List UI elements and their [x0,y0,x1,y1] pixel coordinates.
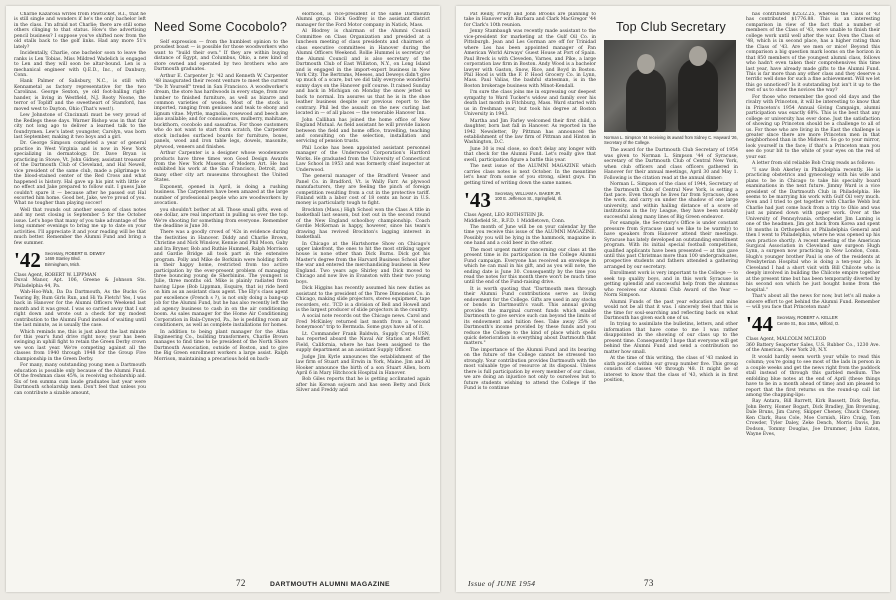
secretary-line: Birmingham, Mich. [44,261,81,267]
class-number: '44 [746,312,773,337]
left-page [6,6,440,592]
paragraph: I'm sure the class joins me in expressing our deepest sympathy to Ward Tucker's widow and family over his death last month in Fitchburg, Mass. Ward started with us in freshman year, but took his degree at Boston University in 1943. [464,90,596,118]
secretary-info [45,250,105,267]
paragraph: Charlie Kazarosa writes from Pawtucket, R.I., that he is still single and wonders if he's the only bachelor left in the class. I'm afraid not Charlie; there are still some others clinging to that status. How's the advertising pencil business? I suppose you've shifted now from the old stalls back to the golf links. Had any more 51's lately? [14,12,146,50]
paragraph: Dr. George Simpson completed a year of general practice in West Virginia and is now in New York specializing in dermatology. Dr. Dave Bryan is practicing in Stowe, Vt. John Gidney, assistant treasurer of the Dartmouth Club of Cleveland, and Hal Newell, vice president of the same club, made a pilgrimage to the blood-stained center of the Red Cross and what happened is history. Hal gave up his pint with little or no effect and Jake prepared to follow suit. I guess Jake couldn't spare it — because after he passed out Hal escorted him home. Good bet, Jake, we're proud of you. What no tougher than playing soccer! [14,141,146,207]
paragraph: The importance of the Alumni Fund and its bearing on the future of the College cannot be stressed too strongly. Your contribution provides Dartmouth with the most valuable type of resource at its disposal. Unless there is full participation by every member of our class, we are doing an injustice not only to ourselves but to future students wishing to attend the College if the Fund is to continue [464,347,596,392]
paragraph: Ray Antara, Bill Barrett, Kirk Bassett, Dick Beyfus, John Berry, Homer Bogart, Dick Bradley, Jim Browning, Dale Bruns, Jim Carey, Skipper Cheney, Chuck Cheney, Ken Clark, Russ Cole, Moe Cornish, Hiro Craig, Tom Crowder, Tyler Daley, Zeke Dench, Morris Davis, Jim Dodson, Tommy Douglas, Joe Drummer, John Eaton, Wayne Eves, [746,399,880,438]
secretary-line: Secretary, WILLIAM A. BAKER JR. [494,191,562,197]
paragraph: For example, the Secretary's Office is under constant pressure from Syracuse (and we like to be warmly) to have speakers from Hanover attend their meetings. Syracuse has lately developed an outstanding enrollment program. With its initial special football competition, qualified applicants have been presented — at this gave until this past Christmas more than 100 undergraduates, prospective students and fathers attended a gathering arranged by our secretary. [604,221,738,270]
secretary-line: 1469 Stanley Blvd. [44,256,81,262]
left-col3-paras [296,12,430,394]
left-col1-paras2 [14,290,146,396]
paragraph: Lew Johnstone of Cincinnati must be very proud of the Redlegs these days. Warner Bishop was in that fair city not long ago to deliver a learned talk to the foundrymen. Lew's latest youngster, Carolyn, was born last September, making it two boys and a girl. [14,113,146,140]
paragraph: The most urgent matter concerning our class at the present time is its participation in the College Alumni Fund campaign. Everyone has received an envelope in which he can mail in his gift, and as you will note, the ending date is June 30. Consequently by the time you read the notes for this month there won't be much time until the end of the Fund-raising drive. [464,247,596,286]
photo-figure [678,58,718,132]
paragraph: For many, many outstanding young men a Dartmouth education is possible only because of the Alumni Fund. Of the freshman class 45%, is receiving scholarship aid. Six of ten summa cum laude graduates last year were Dartmouth scholarship men. Don't feel that unless you can contribute a sizable amount, [14,363,146,396]
paragraph: In trying to assimilate the bulletins, letters, and other information that have come to me I was rather disappointed in the showing of our class up to the present time. Consequently I hope that everyone will get behind the Alumni Fund and send a contribution no matter how small. [604,322,738,355]
paragraph: In addition to being plant manager for the Atlas Engineering Co., building transformers, Charlie Brown manages to find time to be president of the North Shore Dartmouth Association, outside of Boston, and to give the Big Green enrollment workers a large assist. Ralph Morrison, maintaining a precarious hold on bach- [154,329,288,362]
page-number: 73 [644,578,654,588]
paragraph: Hank Palmer of Salisbury, N.C., is still with Kennametal as factory representative for the two Carolinas. George Sexton, ye old foot-balling right-hander, is living in Westfield, N.J. Rooty Noone, the terror of Topliff and the sweetheart of Stamford, has moved west to Dayton, Ohio (That's west!). [14,79,146,112]
photo-head [637,54,655,74]
paragraph: Judge Jim Kyrle announces the establishment of the law firm of Stuart and Erwin in York, Maine. Jim and Al Hooker announce the birth of a son Stuart Allen, born April 6 in Mary Hitchcock Hospital in Hanover. [296,354,430,376]
paragraph: Dick Higgins has recently assumed his new duties as assistant to the president of the Three Dimension Co. in Chicago, making slide projectors, stereo equipment, tape recorders, etc. TCD is a division of Bell and Howell and is the largest producer of slide projectors in the country. [296,286,430,314]
right-col-3 [746,12,880,572]
secretary-line: Secretary, ROBERT A. KELLER [776,315,838,321]
paragraph: The general manager of the Bradford Veneer and Panel Co. in Bradford, Vt. is Wally Farr. As plywood manufacturers, they are feeling the pinch of foreign competition resulting from a cut in the protective tariff. Finland with a labor cost of 18 cents an hour in U.S. money is particularly tough to fight. [296,174,430,207]
paragraph: At the time of this writing, the class of '43 ranked in sixth position within our group number five. This group consists of classes '40 through '48. It might be of interest to know that the class of '43, which is in first position, [604,356,738,383]
article-headline: Top Club Secretary [616,20,726,34]
photo-figure [626,68,666,132]
secretary-line: Centre St., Box 165A, Milford, O. [776,320,840,326]
paragraph: Enrollment work is very important to the College — to seek top quality boys, and in this work Syracuse is getting splendid and successful help from the alumnus who receives our Alumni Club Award of the Year — Norm Simpson. [604,271,738,299]
paragraph: Norman L. Simpson of the class of 1944, Secretary of the Dartmouth Club of Central New York, is setting a fast pace. Even though he lives far from Syracuse, does the work, and carry on under the shadow of one large university, and within hailing distance of a score of institutions in the Ivy League, they have been notably successful along many lines of Big Green endeavor. [604,182,738,220]
paragraph: Bob Giles reports that he is getting acclimated again after his Korean sojourn and has seen Betty and Dick Silver and Freddy and [296,377,430,394]
paragraph: Which reminds me, this is just about the last minute for this year's fund drive right now; your has been swinging in uphill fight to retain the Green Derby crown we won last year. We're competing against all the classes from 1940 through 1948 for the Group Five championship in the Green Derby. [14,329,146,362]
paragraph: you shouldn't bother at all. Those small gifts, even of one dollar, are real important in pulling us over the top. We're shooting for something from everyone. Remember the deadline is June 30. [154,207,288,229]
issue-label: Issue of JUNE 1954 [468,579,536,588]
right-page [456,6,890,592]
paragraph: The month of June will be on your calendar by the time you receive this issue of the ALUMNI MAGAZINE. Possibly you will be lying in the hammock, magazine in one hand and a cold beer in the other. [464,224,596,247]
paragraph: Al Blodrey is chairman of the Alumni Council Committee on Class Organization and presided at a luncheon meeting of class presidents and chairmen of class executive committees in Hanover during the Alumni Officers Weekend. Rollie Hummel is secretary of the Alumni Council and is also secretary of the Dartmouth Club of East Williston, N.Y., on Long Island and is engaged in the import-export business in New York City. The Bertrams, Meeses, and Deweys didn't give up much of a scare, but we did tally everyone wonderful sunny days on the Hanover golf course. It rained Sunday and back in Michigan on Monday the snow jetted us back to normal. Ira assures us that he is in the shoe leather business despite our previous report to the contrary. Phil led the assault on the new curling last located in — of all places — the venerable Hanover Inn. [296,29,430,117]
paragraph: Martha and Jim Farley welcomed their first child, a daughter, born last fall in Hanover. As reported in the 1942 Newsletter, By Pittman has announced the establishment of the law firm of Pittman and Hinton in Washington, D.C. [464,118,596,146]
paragraph: Self expression — from the humblest opinion to the proudest boast — is possible for those woodworkers who want to "build their own." If they are within buying distance of Egypt, and Columbus, Ohio, a new kind of store owned and operated by two brothers who are Dartmouth graduates. [154,40,288,73]
right-col3-paras2 [746,355,880,438]
paragraph: Brockton (Mass.) High School won the Class A title in basketball last season, but lost out in the second round of the New England schoolboy championship. Coach Gordie McKernan is happy, however, since his team's drawing has revived Brockton's lagging interest in basketball. [296,207,430,241]
left-col1-paras [14,12,146,246]
class-agent: Class Agent, LEO ROTHSTEIN JR. Middlefield St., R.F.D. 1 Middletown, Conn. [464,213,566,224]
magazine-title: DARTMOUTH ALUMNI MAGAZINE [270,581,390,588]
right-col3-paras [746,12,880,310]
left-col2-paras [154,40,288,362]
paragraph: Jenny Stambaugh was recently made assistant to the vice-president for marketing at the Gulf Oil Co. in Pittsburgh. Jean and Les Gorman are off for Trinidad where Les has been appointed manager of Pan American World Airways' Guest House at Port of Spain. Paul Breck is with Cleveden, Varnes, and Pike, a large corporation law firm in Boston. Andy Wood is a bachelor lawyer with Gaston, Snow, Rice, and Boyd in Boston. Phil Hood is with the F. P. Hood Grocery Co. in Lynn, Mass. Paul Valias, the bashful statesman, is in the Boston brokerage business with Minot-Kendall. [464,29,596,89]
paragraph: has contributed $2532.25, whereas the Class of '43 has contributed $1776.88. This is an interesting comparison in view of the fact that a number of members of the Class of '43, were unable to finish their college work until well after the war. Even the Class of '48, which is in second place, has a higher rating than the Class of '43. Are we men or mice! Beyond this comparison a big question mark looms on the horizon in that 850 members of the youngest alumni class, follows who hadn't even taken their comprehensives this time last year, have already made gifts to the Alumni Fund. This is far more than any other class and they deserve a terrific well done for such a fine achievement. Will we let this go unnoticed? Is it outstanding but isn't it up to the rest of us to show the novices the way? [746,12,880,94]
secretary-info [495,190,562,202]
paragraph: Alumni Funds of the past year education and mine would not be all that it was. I sincerely feel that this is the time for soul-searching and reflecting back on what Dartmouth has given each one of us. [604,299,738,321]
paragraph: Wah-Hoo-Wah, Da Da Dartmouth, As the Bucks Go Tearing By, Rum Girls Run, and Hi Ya Fletch! Yes, I was back in Hanover for the Alumni Officers Weekend last month and it was great. I was so carried away that I sat right down and wrote out a check for my modest contribution to the Alumni Fund instead of waiting until the last minute, as is usually the case. [14,290,146,329]
paragraph: Exponent, opened in April, is doing a rushing business. The Carpenters have been amazed at the large number of professional people who are woodworkers by avocation. [154,184,288,207]
class-header-42 [14,248,146,273]
secretary-line: 100 E. Jefferson St., Springfield, Ill. [494,196,562,202]
class-header-43 [464,188,596,213]
paragraph: In Chicago at the Hartshorne Show on Chicago's upper lakefront, the ones to hit the most striking upper house is none other than Dick Burns. Dick got his Master's degree from the Harvard Business School after the war and entered the merchandising business in New England. Two years ago Shirley and Dick moved to Chicago and now live in Evanston with their two young boys. [296,241,430,285]
page-number: 72 [236,578,246,588]
paragraph: June 30 is real close, so don't delay any longer with that check for the Alumni Fund. Let's really give that swell, participation figure a battle this year. [464,146,596,163]
paragraph: John Callihan has joined the home office of New England Mutual. As field assistant he will provide liaison between the field and home office, travelling, teaching and consulting on the selection, installation and servicing of pension trusts. [296,117,430,145]
photo-caption: Norman L. Simpson '44 receiving its award from Sidney C. Hayward '26, Secretary of the College. [604,135,738,146]
class-agent: Class Agent, MALCOLM MCLEOD 360 Battery Seaporter Sales, U.S. Rubber Co., 1230 Ave. of the Americas, New York 20, N.Y. [746,337,880,354]
paragraph: Lt. Commander Frank Baldwin, Supply Corps USN, has reported aboard the Naval Air Station at Moffett Field, California, where he has been assigned to the supply department as an assistant Supply Officer. [296,331,430,354]
paragraph: The next issue of the ALUMNI MAGAZINE which carries class notes is next October. In the meantime let's hear from some of you strong, silent guys. I'm getting tired of writing down the same names. [464,164,596,186]
paragraph: Arthur E. Carpenter Jr. '42 and Kenneth W. Carpenter '48 inaugurated their recent venture to meet the current "Do It Yourself" trend in San Francisco. A woodworker's dream, the store has hardwoods in every stage, from raw lumber to finished furniture, as well as bizarre and common varieties of woods. Most of the stock is imported, ranging from geniuses and teak to ebony and lignum vitae. Myrtle, magnolia, rosewood and beech are also available; and for connoisseurs, mulberry, mahitane, buckthorn, cocobolo and sassafras. For those customers who do not want to start from scratch, the Carpenter stock includes surfaced boards for furniture, boxes, panels, wood and iron table legs, dowels, masonite, plywood, veneers and finishes. [154,73,288,150]
class-number: '42 [14,248,41,273]
paragraph: It is worth quoting that "Dartmouth men through their Alumni Fund contributions serve as living endowment for the College. Gifts are used in any stocks or bonds in Dartmouth's vault. This annual giving provides the marginal current funds which enable Dartmouth to give service such can beyond the limits of its endowment and tuition fees. Take away 25% of Dartmouth's income provided by these funds and you reduce the College to the kind of place which spells quick deterioration in everything about Dartmouth that matters." [464,286,596,347]
left-col-1 [14,12,146,572]
right-col-2 [604,12,738,572]
paragraph: It would hardly seem worth your while to read this column; you're going to see most of the lads in person in a couple weeks and get the news right from the paddock stall instead of through this garbled medium. The enfolding blue notes at the end of April (these things have to be in a month ahead of time) and am pleased to report that the first returns on the round-up call list among the chapping-lips: [746,354,880,398]
club-secretary-photo [604,40,736,132]
right-col1-paras [464,12,596,186]
paragraph: Well that rounds out another season of class notes and my next closing is September 5 for the October issue. Let's hope that many of you take advantage of the long summer evenings to bring me up to date on your activities. I'll appreciate it and your reading will be that much better. Remember the Alumni Fund and bring a few summer. [14,207,146,246]
paragraph: For those who remember the good old days and the rivalry with Princeton, it will be interesting to know that in Princeton's 1954 Annual Giving Campaign, alumni participation was exactly 68%. This is the best that any college or university has ever done. Just the satisfaction of showing up Princeton should be a challenge to all of us. For those who are living in the East the challenge is greater since there are more Princeton men in that neighborhood than in the Midwest. So go to your mirror, look yourself in the face; if that's a Princeton man you see do your bit to the white of your eyes on the red of your ear. [746,94,880,160]
article-headline: Need Some Cocobolo? [154,20,288,34]
right-col2-paras [604,148,738,383]
paragraph: That's about all the news for now, but let's all make a sincere effort to get behind the Alumni Fund. Remember — will you face that Princeton man? [746,294,880,311]
paragraph: "I saw Bob Akerley in Philadelphia recently. He is practicing obstetrics and gynecology with his wife and plans to be in Chicago to take his specialty board examinations in the next future. Jimmy Ward is a vice president of the Dartmouth Club in Philadelphia. He seems to be marrying his work with Gulf Oil very much. Sven and I tried to get together with Charlie Webb but Charlie had just come back from a trip to Ohio and was just as pinned down with paper work. Over at the University of Pennsylvania, orthopedist Jim Laming is one of the headmen. Jim got back from Korea and spent 18 months in Orthopedics at Philadelphia General and then I went to Philadelphia, where he was opened up his own practice shortly. A recent meeting of the American Surgical Association in Cleveland saw surgeon Hugh Lynn, a surgeon now practicing in New London, Conn. Hugh's younger brother Paul is one of the residents at Presbyterian Hospital who is doing a ten-year job. In Cleveland I had a short visit with Bill Chilcote who is deeply involved in building the Chilcote empire together at the present time but has been temporarily diverted by his second son which he just bought home from the hospital." [746,167,880,293]
left-col-3 [296,12,430,572]
paragraph: There was a goodly crowd of '42s in evidence during the festivities in Hanover. Diddy and Charlie Brown, Christine and Nick Winslow, Kennie and Phil Moon, Gaby and Ira Bryner, Bob and Ruthie Hummel, Ralph Morrison and Gardie Bridge all took part in the extensive program. Polly and Mike de Borkinin were holding forth in their happy home, restricted from too active participation by the ever-present problem of managing three bouncing young de Sherbinins. The youngest is Julie, three months old. Mike is plainly radiated from having Lipse (Bob Lippman, Esquire, that is) ride herd on him as an assistant class agent. The Ely's class agent par excellence (French s ?), is not only doing a bang-up job for the Alumni Fund, but he has also recently left the ad agency business to cash in on the air conditioning boom. As sales manager for the Home Air Conditioning Corporation in Bala-Cynwyd, Pa., he is peddling room air conditioners, as well as complete installations for homes. [154,230,288,329]
class-agent: Class Agent, ROBERT W. LIPPMAN Duval Manor, Apt. 106, Greene & Johnson Sts. Philadelphia 44, Pa. [14,273,146,289]
paragraph: A letter from old reliable Bob Craig reads as follows: [752,161,876,167]
secretary-info [777,314,840,326]
paragraph: elorhood, is vice-president of the same Dartmouth Alumni group. Dick Godfrey is the assistant district manager for the Ford Motor company in Natick, Mass. [296,12,430,28]
right-col1-paras2 [464,225,596,392]
paragraph: Phil Locke has been appointed assistant personnel manager of the Underwood Corporation's Hartford Works. He graduated from the University of Connecticut Law School in 1953 and was formerly chief inspector at Underwood. [296,145,430,173]
paragraph: A social note records out the Chicago news. Carol and Fred McKinley returned last month from a "second honeymoon" trip to Bermuda. Some guys have all of it. [296,314,430,331]
left-col-2 [154,12,288,572]
paragraph: Arthur Carpenter is a designer whose woodenware products have three times won Good Design Awards from the New York Museum of Modern Art. He has exhibited his work at the San Francisco, Detroit, and many other city art museums throughout the United States. [154,151,288,184]
class-header-44 [746,312,880,337]
paragraph: Pat Reilly, Prudy and John Brooks are planning to take in Hanover with Barbara and Clark MacGregor '44 for Clark's 10th reunion. [464,12,596,28]
paragraph: Incidentally, Charlie, one bachelor soon to leave the ranks is Len Tobias. Miss Mildred Wadelich is engaged to Len and they will soon be altar-bound. Len is a mechanical engineer with Q.E.D., Inc., of Danbury, Conn. [14,51,146,78]
class-number: '43 [464,188,491,213]
paragraph: The award for the Dartmouth Club Secretary of 1954 was given to Norman L. Simpson '44 of Syracuse, secretary of the Dartmouth Club of Central New York, when club officers and class officers gathered in Hanover for their annual meetings, April 30 and May 1. Following is the citation read at the annual dinner: [604,148,738,181]
photo-head [689,46,707,66]
right-col-1 [464,12,596,572]
secretary-line: Secretary, ROBERT B. DEWEY [44,251,106,257]
